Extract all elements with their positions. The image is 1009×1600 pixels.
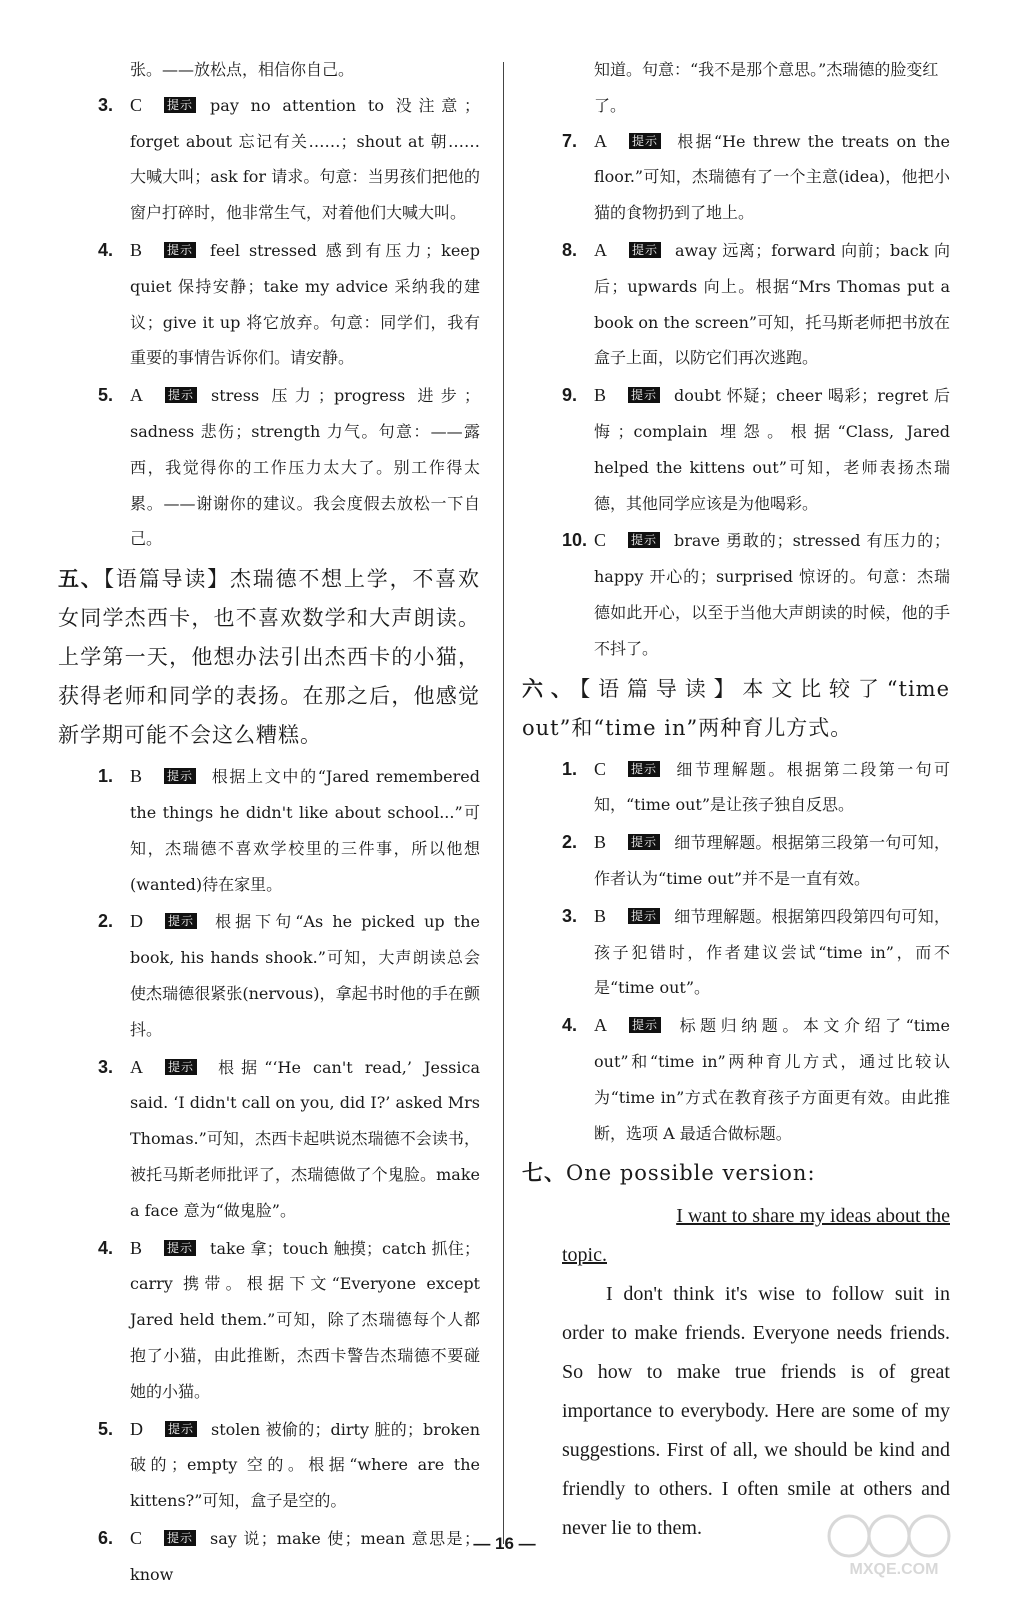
answer-letter: B: [130, 766, 143, 787]
left-answer-list: [58, 88, 480, 557]
answer-letter: A: [130, 1056, 143, 1077]
question-number: 5.: [98, 385, 114, 406]
answer-letter: B: [594, 832, 607, 853]
answer-item: [522, 378, 950, 521]
answer-letter: D: [130, 911, 143, 932]
tip-label: 提示: [628, 908, 660, 924]
explanation-text: 根据“‘He can't read,’ Jessica said. ‘I didn't call on you, did I?’ asked Mrs Thomas.”可知，杰西卡起哄说杰瑞德不会读书，被托马斯老师批评了，杰瑞德做了个鬼脸。make a face 意为“做鬼脸”。: [130, 1057, 480, 1220]
essay-paragraph: I don't think it's wise to follow suit in order to make friends. Everyone needs friends. So how to make true friends is of great importance to everybody. Here are some of my suggestions. First of all, we should be kind and friendly to others. I often smile at others and never lie to them.: [562, 1283, 950, 1540]
section-seven-heading: [522, 1153, 950, 1193]
question-number: 1.: [98, 766, 114, 787]
question-number: 6.: [98, 1527, 114, 1548]
answer-item: [522, 124, 950, 231]
answer-item: [522, 233, 950, 376]
answer-item: [58, 1412, 480, 1519]
right-continuation-text: 知道。句意：“我不是那个意思。”杰瑞德的脸变红了。: [594, 60, 939, 115]
answer-item: [58, 759, 480, 902]
question-number: 7.: [562, 130, 578, 151]
column-divider: [503, 62, 504, 1544]
tip-label: 提示: [628, 761, 660, 777]
answer-item: [522, 825, 950, 897]
explanation-text: doubt 怀疑；cheer 喝彩；regret 后悔；complain 埋怨。根据“Class, Jared helped the kittens out”可知，老师表扬杰瑞德，其他同学应该是为他喝彩。: [594, 386, 950, 513]
section-six-text: 【语篇导读】本文比较了“time out”和“time in”两种育儿方式。: [522, 676, 950, 740]
question-number: 4.: [98, 1237, 114, 1258]
tip-label: 提示: [628, 834, 660, 850]
question-number: 2.: [98, 911, 114, 932]
explanation-text: 细节理解题。根据第四段第四句可知，孩子犯错时，作者建议尝试“time in”，而不是“time out”。: [594, 906, 950, 998]
answer-letter: B: [594, 385, 607, 406]
explanation-text: stress 压力；progress 进步；sadness 悲伤；strength 力气。句意：——露西，我觉得你的工作压力太大了。别工作得太累。——谢谢你的建议。我会度假去放松一下自己。: [130, 386, 480, 549]
page-number: — 16 —: [473, 1534, 536, 1553]
question-number: 9.: [562, 385, 578, 406]
watermark-logo: [819, 1508, 969, 1578]
explanation-text: 根据“He threw the treats on the floor.”可知，杰瑞德有了一个主意(idea)，他把小猫的食物扔到了地上。: [594, 131, 950, 223]
answer-item: [58, 904, 480, 1047]
explanation-text: 根据上文中的“Jared remembered the things he didn't like about school...”可知，杰瑞德不喜欢学校里的三件事，所以他想(wanted)待在家里。: [130, 767, 480, 894]
tip-label: 提示: [629, 133, 661, 149]
answer-item: [58, 378, 480, 557]
answer-letter: A: [594, 1015, 607, 1036]
explanation-text: 标题归纳题。本文介绍了“time out”和“time in”两种育儿方式，通过比较认为“time in”方式在教育孩子方面更有效。由此推断，选项 A 最适合做标题。: [594, 1016, 950, 1143]
question-number: 10.: [562, 530, 588, 551]
explanation-text: say 说；make 使；mean 意思是；know: [130, 1528, 480, 1584]
tip-label: 提示: [164, 1530, 196, 1546]
answer-letter: B: [130, 1237, 143, 1258]
tip-label: 提示: [628, 532, 660, 548]
question-number: 3.: [562, 905, 578, 926]
answer-letter: D: [130, 1418, 143, 1439]
answer-item: [522, 1008, 950, 1151]
section-five-number: 五、: [58, 566, 104, 592]
question-number: 5.: [98, 1418, 114, 1439]
answer-letter: A: [594, 130, 607, 151]
left-column: [58, 52, 480, 1594]
watermark-text: MXQE.COM: [849, 1561, 939, 1578]
explanation-text: 细节理解题。根据第三段第一句可知，作者认为“time out”并不是一直有效。: [594, 833, 950, 888]
tip-label: 提示: [629, 1017, 661, 1033]
explanation-text: away 远离；forward 向前；back 向后；upwards 向上。根据“Mrs Thomas put a book on the screen”可知，托马斯老师把书放在盒子上面，以防它们再次逃跑。: [594, 240, 950, 368]
tip-label: 提示: [165, 1421, 197, 1437]
section-six-answer-list: [522, 752, 950, 1152]
model-essay: [522, 1197, 950, 1548]
question-number: 4.: [562, 1015, 578, 1036]
essay-title-line-1: I want to share my ideas about the: [676, 1205, 950, 1228]
explanation-text: brave 勇敢的；stressed 有压力的；happy 开心的；surprised 惊讶的。句意：杰瑞德如此开心，以至于当他大声朗读的时候，他的手不抖了。: [594, 531, 950, 658]
explanation-text: pay no attention to 没注意；forget about 忘记有关……；shout at 朝……大喊大叫；ask for 请求。句意：当男孩们把他的窗户打碎时，他非常生气，对着他们大喊大叫。: [130, 95, 480, 223]
section-six-number: 六、: [522, 675, 580, 701]
tip-label: 提示: [164, 768, 196, 784]
answer-item: [58, 1050, 480, 1229]
tip-label: 提示: [165, 913, 197, 929]
explanation-text: stolen 被偷的；dirty 脏的；broken 破的；empty 空的。根据“where are the kittens?”可知，盒子是空的。: [130, 1419, 480, 1511]
tip-label: 提示: [164, 242, 196, 258]
answer-item: [58, 233, 480, 376]
question-number: 3.: [98, 94, 114, 115]
left-continuation-text: 张。——放松点，相信你自己。: [130, 60, 355, 79]
answer-letter: B: [130, 239, 143, 260]
question-number: 2.: [562, 832, 578, 853]
tip-label: 提示: [164, 97, 196, 113]
essay-title-line-2: topic.: [562, 1244, 607, 1267]
answer-item: [522, 752, 950, 824]
tip-label: 提示: [164, 1240, 196, 1256]
answer-letter: C: [130, 1527, 143, 1548]
answer-letter: C: [594, 758, 607, 779]
question-number: 1.: [562, 758, 578, 779]
tip-label: 提示: [628, 387, 660, 403]
explanation-text: 细节理解题。根据第二段第一句可知，“time out”是让孩子独自反思。: [594, 759, 950, 815]
section-seven-number: 七、: [522, 1160, 566, 1186]
question-number: 8.: [562, 239, 578, 260]
section-five-heading: [58, 559, 480, 755]
answer-item: [522, 523, 950, 666]
tip-label: 提示: [165, 1059, 197, 1075]
section-five-answer-list: [58, 759, 480, 1592]
answer-letter: B: [594, 905, 607, 926]
right-answer-list: [522, 124, 950, 667]
answer-item: [58, 88, 480, 231]
tip-label: 提示: [165, 387, 197, 403]
answer-item: [58, 1231, 480, 1410]
question-number: 4.: [98, 239, 114, 260]
answer-letter: A: [130, 385, 143, 406]
section-seven-text: One possible version:: [566, 1161, 816, 1186]
tip-label: 提示: [629, 242, 661, 258]
explanation-text: feel stressed 感到有压力；keep quiet 保持安静；take my advice 采纳我的建议；give it up 将它放弃。句意：同学们，我有重要的事情告诉你们。请安静。: [130, 240, 480, 368]
answer-letter: A: [594, 239, 607, 260]
explanation-text: take 拿；touch 触摸；catch 抓住；carry 携带。根据下文“Everyone except Jared held them.”可知，除了杰瑞德每个人都抱了小猫，由此推断，杰西卡警告杰瑞德不要碰她的小猫。: [130, 1238, 480, 1401]
answer-item: [522, 899, 950, 1006]
answer-item: [58, 1521, 480, 1593]
explanation-text: 根据下句“As he picked up the book, his hands shook.”可知，大声朗读总会使杰瑞德很紧张(nervous)，拿起书时他的手在颤抖。: [130, 912, 480, 1039]
section-six-heading: [522, 669, 950, 748]
section-five-text: 【语篇导读】杰瑞德不想上学，不喜欢女同学杰西卡，也不喜欢数学和大声朗读。上学第一天，他想办法引出杰西卡的小猫，获得老师和同学的表扬。在那之后，他感觉新学期可能不会这么糟糕。: [58, 567, 481, 748]
right-column: [522, 52, 950, 1548]
answer-letter: C: [130, 94, 143, 115]
question-number: 3.: [98, 1056, 114, 1077]
answer-letter: C: [594, 530, 607, 551]
